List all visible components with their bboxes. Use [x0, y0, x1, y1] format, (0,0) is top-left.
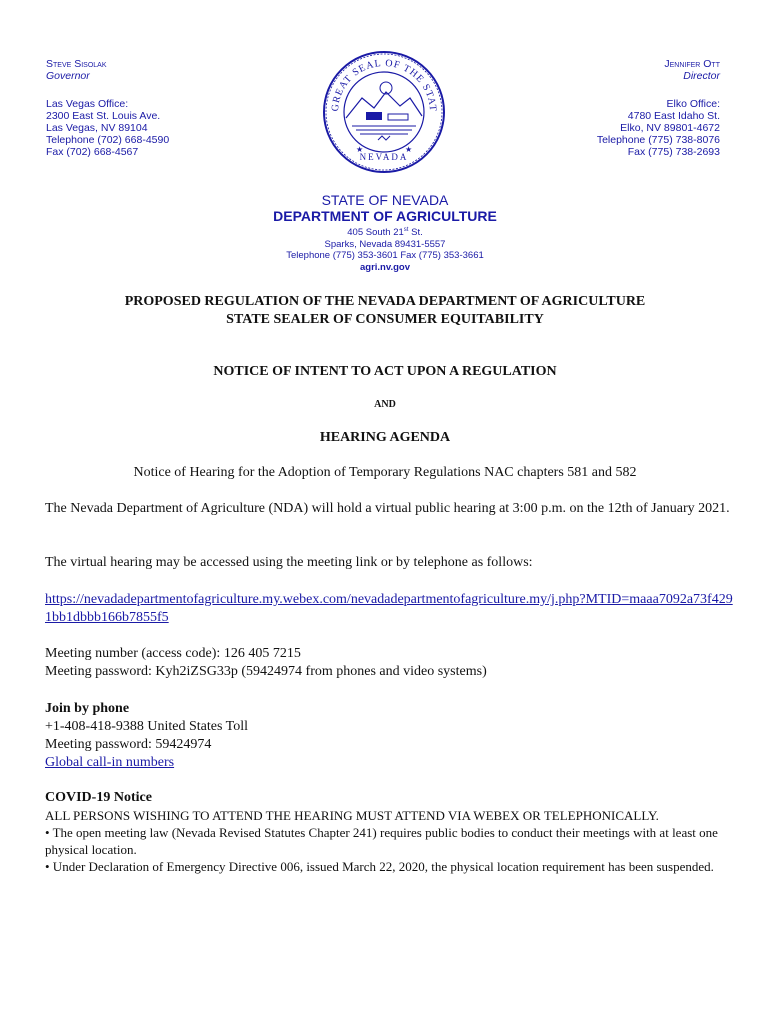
join-by-phone-heading: Join by phone [45, 701, 130, 716]
svg-text:THE GREAT SEAL OF THE STATE OF [322, 50, 438, 112]
notice-title: NOTICE OF INTENT TO ACT UPON A REGULATION [213, 364, 557, 379]
seal-top-text: GREAT SEAL OF THE STAT [329, 57, 439, 113]
elko-phone: Telephone (775) 738-8076 [596, 134, 720, 146]
intro-paragraph: The Nevada Department of Agriculture (NDA) will hold a virtual public hearing at 3:00 p.m. on the 12th of January 2021. [45, 501, 730, 516]
svg-text:★: ★ [405, 145, 413, 154]
phone-password: Meeting password: 59424974 [45, 737, 212, 752]
governor-name: Steve Sisolak [46, 58, 107, 70]
elko-address-line1: 4780 East Idaho St. [627, 110, 720, 122]
agency-website-link[interactable]: agri.nv.gov [360, 261, 410, 273]
covid-heading: COVID-19 Notice [45, 790, 152, 805]
document-title-line1: PROPOSED REGULATION OF THE NEVADA DEPARTMENT OF AGRICULTURE [124, 294, 646, 309]
agency-block [0, 192, 770, 273]
las-vegas-office-label: Las Vegas Office: [46, 98, 129, 110]
governor-title: Governor [46, 70, 90, 82]
meeting-details [45, 645, 735, 681]
global-call-in-link[interactable]: Global call-in numbers [45, 755, 175, 770]
covid-section [45, 789, 735, 875]
director-title: Director [683, 70, 720, 82]
agency-phones: Telephone (775) 353-3601 Fax (775) 353-3661 [286, 250, 484, 262]
elko-office-label: Elko Office: [666, 98, 720, 110]
department-name: DEPARTMENT OF AGRICULTURE [273, 208, 497, 224]
covid-bullet-directive: • Under Declaration of Emergency Directive 006, issued March 22, 2020, the physical location requirement has been suspended. [45, 859, 714, 874]
agency-street: 405 South 21st St. [347, 227, 423, 239]
covid-attend-notice: ALL PERSONS WISHING TO ATTEND THE HEARING MUST ATTEND VIA WEBEX OR TELEPHONICALLY. [45, 808, 659, 823]
toll-number: +1-408-418-9388 United States Toll [45, 719, 249, 734]
and-separator: AND [374, 399, 396, 410]
agenda-title: HEARING AGENDA [319, 430, 451, 445]
las-vegas-address-line2: Las Vegas, NV 89104 [46, 122, 148, 134]
director-header [597, 58, 720, 158]
las-vegas-phone: Telephone (702) 668-4590 [46, 134, 170, 146]
document-title-line2: STATE SEALER OF CONSUMER EQUITABILITY [226, 312, 544, 327]
meeting-password: Meeting password: Kyh2iZSG33p (59424974 from phones and video systems) [45, 664, 487, 679]
elko-address-line2: Elko, NV 89801-4672 [620, 122, 720, 134]
agency-city: Sparks, Nevada 89431-5557 [324, 238, 446, 250]
access-paragraph: The virtual hearing may be accessed using the meeting link or by telephone as follows: [45, 555, 533, 570]
state-name: STATE OF NEVADA [321, 192, 449, 208]
elko-fax: Fax (775) 738-2693 [627, 146, 720, 158]
governor-header [46, 58, 169, 158]
join-by-phone-section [45, 700, 735, 772]
document-title [0, 293, 770, 329]
covid-bullet-open-meeting: • The open meeting law (Nevada Revised Statutes Chapter 241) requires public bodies to conduct their meetings with at least one physical location. [45, 825, 718, 857]
las-vegas-fax: Fax (702) 668-4567 [46, 146, 139, 158]
las-vegas-address-line1: 2300 East St. Louis Ave. [46, 110, 161, 122]
meeting-link[interactable]: https://nevadadepartmentofagriculture.my.webex.com/nevadadepartmentofagriculture.my/j.php?MTID=maaa7092a73f4291bb1dbbb166b7855f5 [45, 592, 733, 625]
svg-text:★: ★ [356, 145, 364, 154]
meeting-number: Meeting number (access code): 126 405 7215 [45, 646, 301, 661]
state-seal-icon [322, 50, 446, 174]
director-name: Jennifer Ott [664, 58, 720, 70]
seal-bottom-text: NEVADA [359, 152, 409, 162]
hearing-notice: Notice of Hearing for the Adoption of Temporary Regulations NAC chapters 581 and 582 [133, 465, 637, 480]
